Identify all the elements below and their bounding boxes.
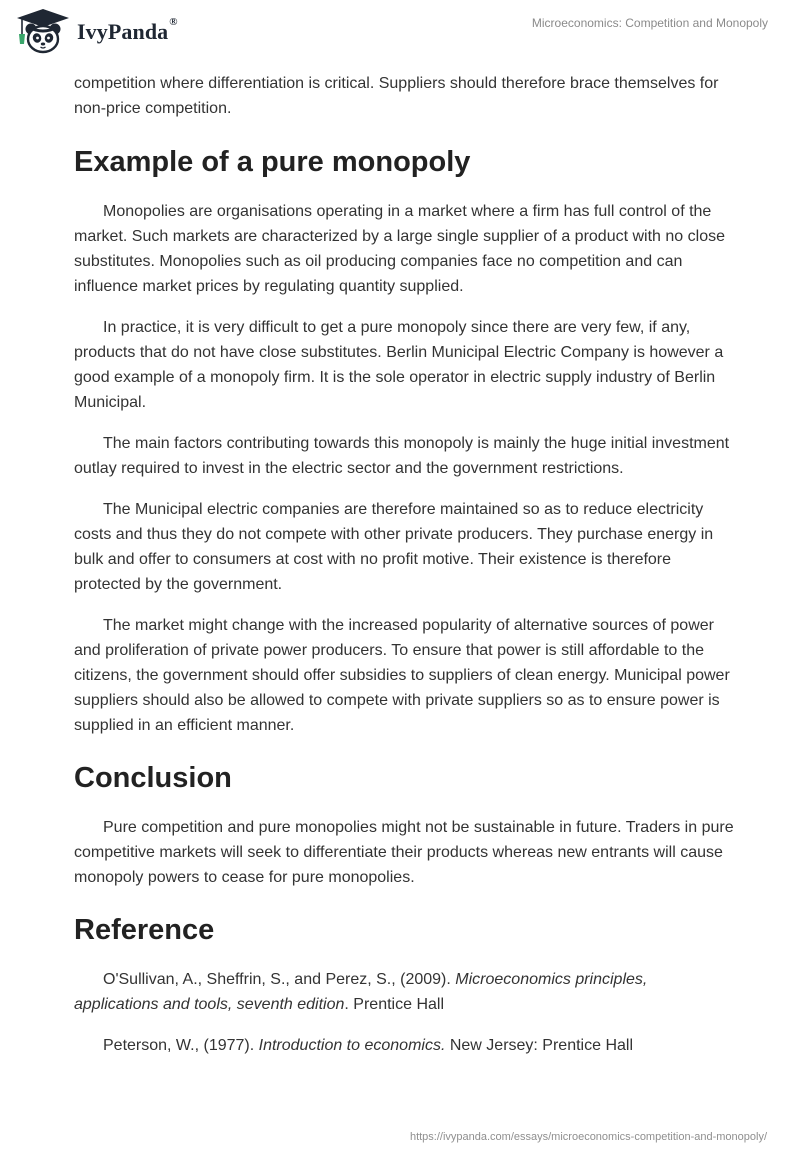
- paragraph: Pure competition and pure monopolies might not be sustainable in future. Traders in pure competitive markets will seek to differentiate their products whereas new entrants will cause monopoly powers to cease for pure monopolies.: [74, 819, 734, 886]
- source-url-link[interactable]: https://ivypanda.com/essays/microeconomics-competition-and-monopoly/: [409, 1131, 767, 1143]
- reference-authors: O'Sullivan, A., Sheffrin, S., and Perez, S., (2009).: [103, 971, 456, 988]
- reference-item: [74, 967, 734, 1017]
- reference-authors: Peterson, W., (1977).: [103, 1037, 259, 1054]
- panda-graduation-cap-icon: [14, 7, 72, 55]
- brand-logo[interactable]: [14, 7, 178, 55]
- paragraph: In practice, it is very difficult to get a pure monopoly since there are very few, if any, products that do not have close substitutes. Berlin Municipal Electric Company is however a good example of a monopoly firm. It is the sole operator in electric supply industry of Berlin Municipal.: [74, 319, 724, 411]
- lead-paragraph: competition where differentiation is critical. Suppliers should therefore brace themselves for non-price competition.: [74, 75, 719, 117]
- reference-title: Introduction to economics.: [258, 1037, 446, 1054]
- paragraph: The market might change with the increased popularity of alternative sources of power and proliferation of private power producers. To ensure that power is still affordable to the citizens, the government should offer subsidies to suppliers of clean energy. Municipal power suppliers should also be allowed to compete with private suppliers so as to ensure power is supplied in an efficient manner.: [74, 617, 730, 734]
- essay-body: [74, 71, 734, 1058]
- reference-title: Microeconomics principles, applications and tools, seventh edition: [74, 971, 648, 1013]
- reference-publisher: New Jersey: Prentice Hall: [445, 1037, 634, 1054]
- section-heading-conclusion: Conclusion: [74, 762, 232, 794]
- reference-publisher: . Prentice Hall: [344, 996, 444, 1013]
- page-header: [0, 0, 800, 64]
- reference-item: [74, 1033, 734, 1058]
- section-heading-reference: Reference: [74, 914, 215, 946]
- paragraph: The Municipal electric companies are therefore maintained so as to reduce electricity costs and thus they do not compete with other private producers. They purchase energy in bulk and offer to consumers at cost with no profit motive. Their existence is therefore protected by the government.: [74, 501, 714, 593]
- section-heading-example: Example of a pure monopoly: [74, 146, 471, 178]
- brand-name: IvyPanda®: [77, 16, 178, 44]
- paragraph: The main factors contributing towards this monopoly is mainly the huge initial investment outlay required to invest in the electric sector and the government restrictions.: [74, 435, 730, 477]
- document-title: Microeconomics: Competition and Monopoly: [531, 16, 768, 30]
- paragraph: Monopolies are organisations operating in a market where a firm has full control of the market. Such markets are characterized by a large single supplier of a product with no close substitutes. Monopolies such as oil producing companies face no competition and can influence market prices by regulating quantity supplied.: [74, 203, 725, 295]
